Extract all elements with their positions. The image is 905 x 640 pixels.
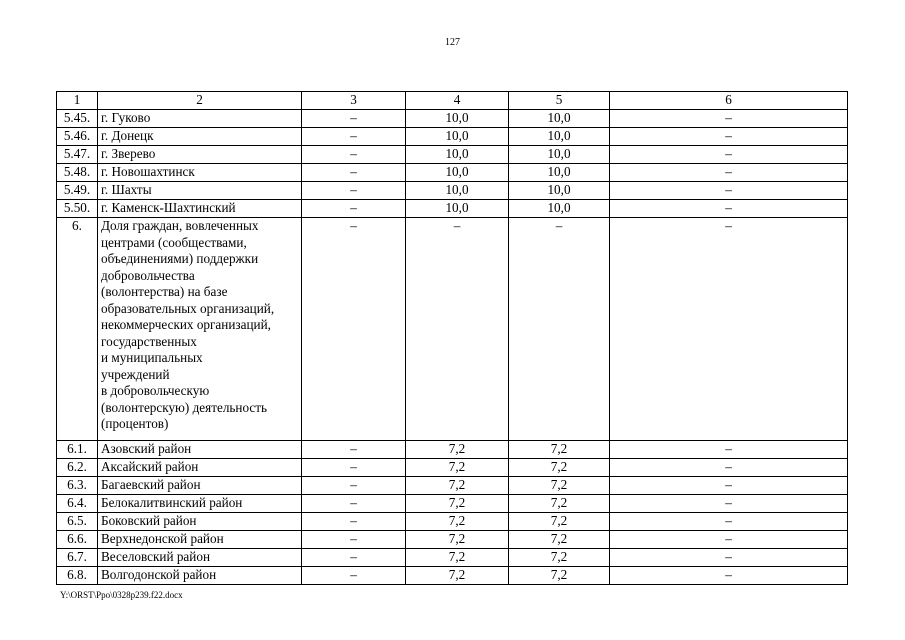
table-cell: – [610, 531, 848, 549]
table-cell: г. Каменск-Шахтинский [98, 200, 302, 218]
table-cell: 7,2 [406, 441, 509, 459]
table-row [57, 549, 848, 567]
table-cell: – [302, 182, 406, 200]
table-row [57, 495, 848, 513]
table-cell: Багаевский район [98, 477, 302, 495]
table-row [57, 459, 848, 477]
table-cell: 10,0 [406, 164, 509, 182]
table-cell: – [610, 182, 848, 200]
table-cell: – [509, 218, 610, 441]
table-cell: – [610, 128, 848, 146]
table-cell: – [302, 549, 406, 567]
header-cell: 6 [610, 92, 848, 110]
table-cell: г. Шахты [98, 182, 302, 200]
table-cell: 10,0 [406, 128, 509, 146]
table-cell: 6.8. [57, 567, 98, 585]
table-cell: Аксайский район [98, 459, 302, 477]
table-cell: г. Гуково [98, 110, 302, 128]
table-cell: 7,2 [509, 567, 610, 585]
table-cell: – [610, 164, 848, 182]
table-cell: 7,2 [406, 477, 509, 495]
table-header-row [57, 92, 848, 110]
table-cell: – [610, 495, 848, 513]
table-cell: 5.47. [57, 146, 98, 164]
table-cell: 10,0 [509, 146, 610, 164]
table-cell: Веселовский район [98, 549, 302, 567]
table-cell: 10,0 [509, 164, 610, 182]
table-cell: г. Зверево [98, 146, 302, 164]
table-row [57, 441, 848, 459]
table-cell: Боковский район [98, 513, 302, 531]
table-cell: – [302, 110, 406, 128]
table-cell: 7,2 [406, 567, 509, 585]
table-cell: 7,2 [509, 459, 610, 477]
header-cell: 1 [57, 92, 98, 110]
table-cell: 6.2. [57, 459, 98, 477]
table-row [57, 477, 848, 495]
table-cell: – [302, 513, 406, 531]
table-cell: 10,0 [509, 200, 610, 218]
table-cell: 10,0 [406, 110, 509, 128]
table-cell: 7,2 [509, 513, 610, 531]
table-row [57, 146, 848, 164]
table-cell: – [302, 441, 406, 459]
table-cell: 7,2 [406, 531, 509, 549]
table-cell: – [302, 531, 406, 549]
table-cell: 6.3. [57, 477, 98, 495]
table-cell: 6.1. [57, 441, 98, 459]
table-cell: – [302, 200, 406, 218]
table-row [57, 182, 848, 200]
table-cell: – [610, 218, 848, 441]
table-cell: 10,0 [406, 182, 509, 200]
table-row [57, 200, 848, 218]
table-cell: – [610, 477, 848, 495]
header-cell: 2 [98, 92, 302, 110]
table-row [57, 164, 848, 182]
header-cell: 4 [406, 92, 509, 110]
table-row [57, 531, 848, 549]
table-cell: 10,0 [509, 128, 610, 146]
table-cell: 6. [57, 218, 98, 441]
table-cell: 7,2 [406, 549, 509, 567]
header-cell: 3 [302, 92, 406, 110]
table-cell: Верхнедонской район [98, 531, 302, 549]
table-cell: 7,2 [509, 477, 610, 495]
table-cell: 6.7. [57, 549, 98, 567]
table-cell: 7,2 [406, 459, 509, 477]
table-cell: г. Донецк [98, 128, 302, 146]
table-cell: – [302, 567, 406, 585]
header-cell: 5 [509, 92, 610, 110]
table-cell: 6.4. [57, 495, 98, 513]
table-cell: 7,2 [509, 441, 610, 459]
table-cell: 10,0 [406, 146, 509, 164]
table-row [57, 110, 848, 128]
data-table [56, 91, 848, 585]
table-cell: – [302, 128, 406, 146]
table-cell: – [302, 459, 406, 477]
table-cell: Азовский район [98, 441, 302, 459]
table-cell: 7,2 [406, 513, 509, 531]
table-cell: – [610, 441, 848, 459]
table-cell: – [302, 477, 406, 495]
table-cell: – [610, 146, 848, 164]
table-cell: 5.49. [57, 182, 98, 200]
table-cell: – [610, 110, 848, 128]
table-cell: г. Новошахтинск [98, 164, 302, 182]
table-cell: 10,0 [509, 182, 610, 200]
table-cell: – [302, 495, 406, 513]
table-cell: 5.50. [57, 200, 98, 218]
table-cell: 6.6. [57, 531, 98, 549]
table-cell: 10,0 [406, 200, 509, 218]
table-row [57, 567, 848, 585]
page-number: 127 [445, 37, 460, 48]
table-cell: – [302, 164, 406, 182]
table-cell: 7,2 [406, 495, 509, 513]
file-path-footer: Y:\ORST\Ppo\0328p239.f22.docx [60, 590, 183, 600]
table-row [57, 513, 848, 531]
table-row [57, 128, 848, 146]
table-cell: – [406, 218, 509, 441]
table-cell: 5.46. [57, 128, 98, 146]
table-cell: – [610, 549, 848, 567]
table-cell: – [302, 218, 406, 441]
table-cell: 10,0 [509, 110, 610, 128]
table-cell: 6.5. [57, 513, 98, 531]
table-cell: 7,2 [509, 531, 610, 549]
table-cell: Доля граждан, вовлеченных центрами (сообществами, объединениями) поддержки добровольчества (волонтерства) на базе образовательных организаций, некоммерческих организаций, государственных и муниципальных учреждений в добровольческую (волонтерскую) деятельность (процентов) [98, 218, 302, 441]
table-cell: – [610, 567, 848, 585]
table-cell: 5.45. [57, 110, 98, 128]
table-cell: – [302, 146, 406, 164]
table-cell: 7,2 [509, 495, 610, 513]
table-cell: – [610, 200, 848, 218]
table-cell: 7,2 [509, 549, 610, 567]
table-cell: Белокалитвинский район [98, 495, 302, 513]
table-cell: – [610, 513, 848, 531]
table-cell: Волгодонской район [98, 567, 302, 585]
table-row [57, 218, 848, 441]
table-cell: – [610, 459, 848, 477]
table-cell: 5.48. [57, 164, 98, 182]
